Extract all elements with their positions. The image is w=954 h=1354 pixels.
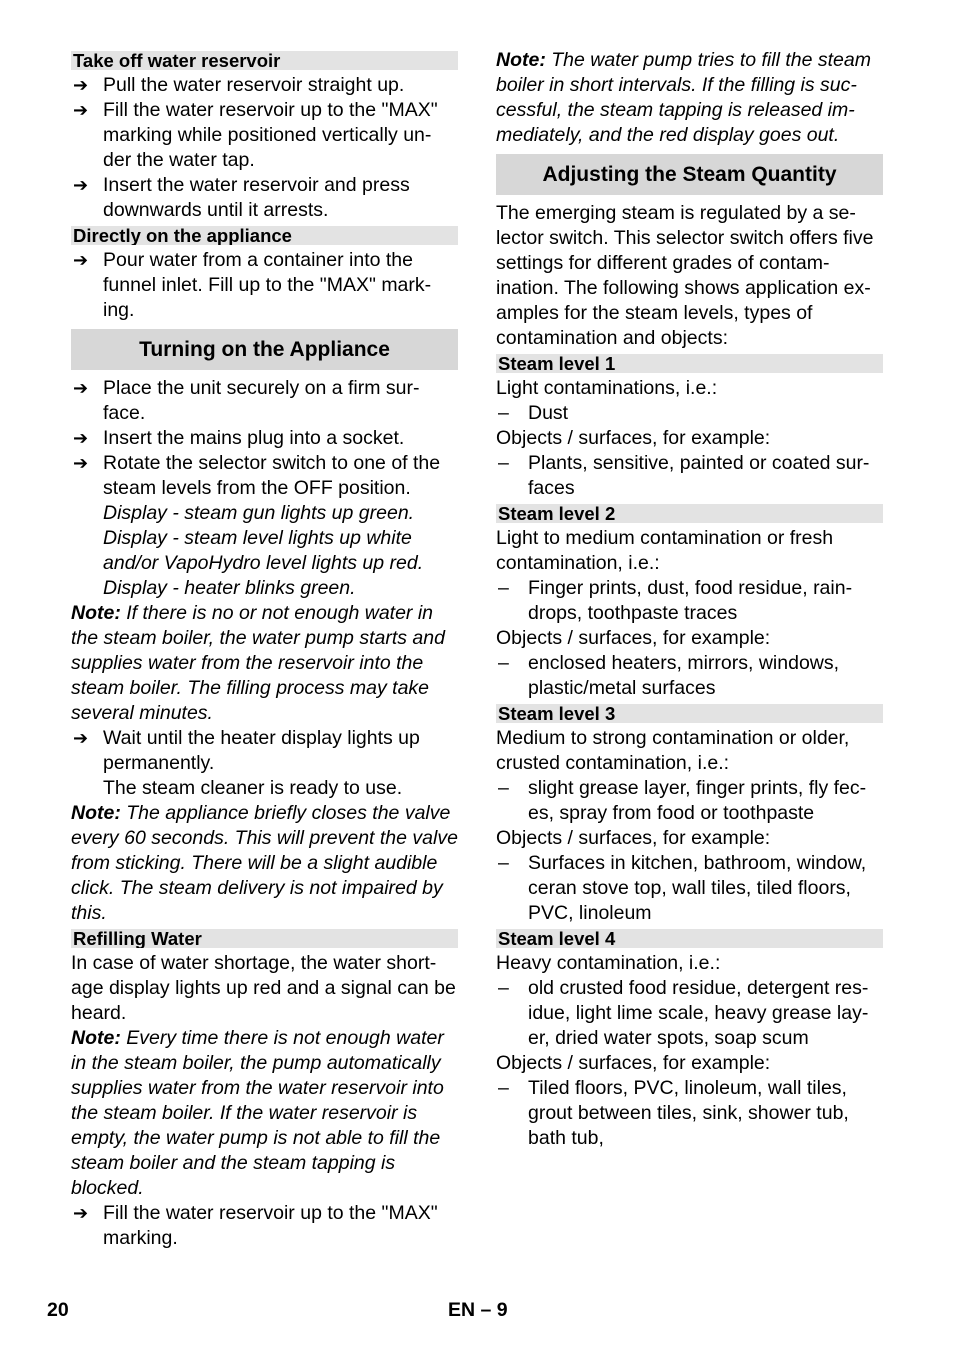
instruction-item xyxy=(71,73,458,98)
body-paragraph: In case of water shortage, the water short-age display lights up red and a signal can be heard. xyxy=(71,952,456,1024)
instruction-item xyxy=(71,426,458,451)
arrow-icon: ➔ xyxy=(73,378,89,398)
heading-steam-level-3: Steam level 3 xyxy=(496,704,883,723)
dash-icon: – xyxy=(498,977,509,999)
note-paragraph xyxy=(71,1026,458,1201)
dash-icon: – xyxy=(498,577,509,599)
list-item-text: Surfaces in kitchen, bathroom, window, ceran stove top, wall tiles, tiled floors, PVC, linoleum xyxy=(528,852,867,924)
instruction-item xyxy=(71,248,458,323)
list-item xyxy=(496,401,883,426)
heading-directly-on-appliance: Directly on the appliance xyxy=(71,226,458,245)
page-label: EN – 9 xyxy=(448,1299,508,1321)
instruction-text: Pull the water reservoir straight up. xyxy=(103,74,405,96)
instruction-item xyxy=(71,98,458,173)
contamination-label: Medium to strong contamination or older, crusted contamination, i.e.: xyxy=(496,727,850,774)
section-heading-adjusting-steam: Adjusting the Steam Quantity xyxy=(496,154,883,195)
arrow-icon: ➔ xyxy=(73,453,89,473)
heading-take-off-reservoir: Take off water reservoir xyxy=(71,51,458,70)
body-paragraph: The emerging steam is regulated by a se-lector switch. This selector switch offers five settings for different grades of contam-ination. The following shows application ex-amples for the steam levels, types of contamination and objects: xyxy=(496,202,874,349)
note-text: The appliance briefly closes the valve every 60 seconds. This will prevent the valve from sticking. There will be a slight audible click. The steam delivery is not impaired by this. xyxy=(71,802,458,924)
list-item xyxy=(496,976,883,1051)
dash-icon: – xyxy=(498,1077,509,1099)
list-item xyxy=(496,1076,883,1151)
instruction-text: Place the unit securely on a firm sur-face. xyxy=(103,377,420,424)
note-paragraph xyxy=(496,48,883,148)
heading-steam-level-2: Steam level 2 xyxy=(496,504,883,523)
note-text: The water pump tries to fill the steam boiler in short intervals. If the filling is suc-cessful, the steam tapping is released im-mediately, and the red display goes out. xyxy=(496,49,871,146)
note-label: Note: xyxy=(496,49,546,71)
section-heading-turning-on: Turning on the Appliance xyxy=(71,329,458,370)
list-item xyxy=(496,651,883,701)
objects-label: Objects / surfaces, for example: xyxy=(496,1052,771,1074)
display-note: Display - steam gun lights up green. xyxy=(103,502,415,524)
arrow-icon: ➔ xyxy=(73,1203,89,1223)
dash-icon: – xyxy=(498,852,509,874)
instruction-item xyxy=(71,451,458,501)
note-paragraph xyxy=(71,801,458,926)
note-label: Note: xyxy=(71,802,121,824)
contamination-label: Light to medium contamination or fresh contamination, i.e.: xyxy=(496,527,834,574)
page-number: 20 xyxy=(47,1299,69,1321)
display-note: Display - heater blinks green. xyxy=(103,577,356,599)
dash-icon: – xyxy=(498,452,509,474)
instruction-item xyxy=(71,726,458,776)
contamination-label: Heavy contamination, i.e.: xyxy=(496,952,721,974)
note-paragraph xyxy=(71,601,458,726)
left-column xyxy=(71,48,458,1251)
list-item-text: Finger prints, dust, food residue, rain-drops, toothpaste traces xyxy=(528,577,853,624)
dash-icon: – xyxy=(498,777,509,799)
list-item-text: slight grease layer, finger prints, fly fec-es, spray from food or toothpaste xyxy=(528,777,867,824)
right-column xyxy=(496,48,883,1151)
arrow-icon: ➔ xyxy=(73,75,89,95)
heading-steam-level-4: Steam level 4 xyxy=(496,929,883,948)
instruction-text: Fill the water reservoir up to the "MAX" marking while positioned vertically un-der the water tap. xyxy=(103,99,438,171)
dash-icon: – xyxy=(498,402,509,424)
note-label: Note: xyxy=(71,1027,121,1049)
arrow-icon: ➔ xyxy=(73,250,89,270)
list-item xyxy=(496,776,883,826)
list-item-text: old crusted food residue, detergent res-idue, light lime scale, heavy grease lay-er, dried water spots, soap scum xyxy=(528,977,869,1049)
dash-icon: – xyxy=(498,652,509,674)
list-item xyxy=(496,451,883,501)
list-item-text: enclosed heaters, mirrors, windows, plastic/metal surfaces xyxy=(528,652,840,699)
list-item-text: Dust xyxy=(528,402,569,424)
arrow-icon: ➔ xyxy=(73,428,89,448)
contamination-label: Light contaminations, i.e.: xyxy=(496,377,718,399)
heading-refilling-water: Refilling Water xyxy=(71,929,458,948)
objects-label: Objects / surfaces, for example: xyxy=(496,827,771,849)
arrow-icon: ➔ xyxy=(73,175,89,195)
instruction-text: Insert the mains plug into a socket. xyxy=(103,427,405,449)
instruction-text: Insert the water reservoir and press downwards until it arrests. xyxy=(103,174,410,221)
list-item-text: Tiled floors, PVC, linoleum, wall tiles, grout between tiles, sink, shower tub, bath tub, xyxy=(528,1077,849,1149)
instruction-text: Fill the water reservoir up to the "MAX" marking. xyxy=(103,1202,438,1249)
heading-steam-level-1: Steam level 1 xyxy=(496,354,883,373)
result-text: The steam cleaner is ready to use. xyxy=(103,777,403,799)
instruction-item xyxy=(71,376,458,426)
note-text: Every time there is not enough water in the steam boiler, the pump automatically supplies water from the water reservoir into the steam boiler. If the water reservoir is empty, the water pump is not able to fill the steam boiler and the steam tapping is blocked. xyxy=(71,1027,444,1199)
note-label: Note: xyxy=(71,602,121,624)
instruction-text: Pour water from a container into the funnel inlet. Fill up to the "MAX" mark-ing. xyxy=(103,249,432,321)
arrow-icon: ➔ xyxy=(73,100,89,120)
objects-label: Objects / surfaces, for example: xyxy=(496,627,771,649)
list-item-text: Plants, sensitive, painted or coated sur-faces xyxy=(528,452,870,499)
note-text: If there is no or not enough water in the steam boiler, the water pump starts and supplies water from the reservoir into the steam boiler. The filling process may take several minutes. xyxy=(71,602,445,724)
list-item xyxy=(496,576,883,626)
arrow-icon: ➔ xyxy=(73,728,89,748)
display-note: Display - steam level lights up white and/or VapoHydro level lights up red. xyxy=(103,527,424,574)
instruction-text: Rotate the selector switch to one of the steam levels from the OFF position. xyxy=(103,452,441,499)
instruction-item xyxy=(71,173,458,223)
objects-label: Objects / surfaces, for example: xyxy=(496,427,771,449)
instruction-item xyxy=(71,1201,458,1251)
list-item xyxy=(496,851,883,926)
instruction-text: Wait until the heater display lights up permanently. xyxy=(103,727,420,774)
